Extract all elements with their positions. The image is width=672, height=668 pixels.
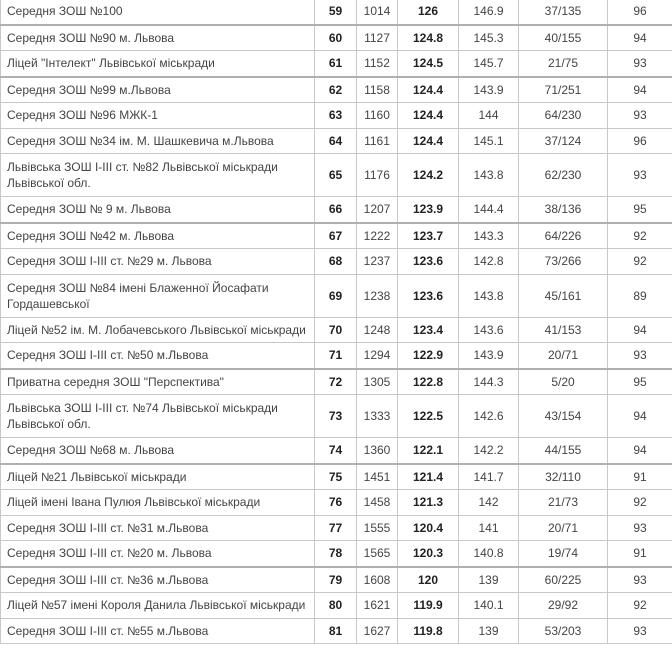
rank-cell: 66 xyxy=(315,197,357,223)
overall-rank-cell: 1621 xyxy=(357,593,398,619)
rank-cell: 75 xyxy=(315,464,357,490)
table-row xyxy=(1,317,672,343)
average-score-cell: 143.8 xyxy=(459,154,519,197)
percent-cell: 94 xyxy=(608,77,672,103)
ratio-cell: 19/74 xyxy=(519,541,608,567)
table-row xyxy=(1,343,672,369)
overall-rank-cell: 1238 xyxy=(357,274,398,317)
score-cell: 126 xyxy=(398,0,459,25)
overall-rank-cell: 1294 xyxy=(357,343,398,369)
score-cell: 120 xyxy=(398,567,459,593)
school-name-cell: Приватна середня ЗОШ "Перспектива" xyxy=(1,369,315,395)
average-score-cell: 141 xyxy=(459,515,519,541)
rank-cell: 67 xyxy=(315,223,357,249)
score-cell: 123.9 xyxy=(398,197,459,223)
percent-cell: 89 xyxy=(608,274,672,317)
percent-cell: 93 xyxy=(608,515,672,541)
percent-cell: 91 xyxy=(608,541,672,567)
percent-cell: 94 xyxy=(608,395,672,438)
school-name-cell: Середня ЗОШ №96 МЖК-1 xyxy=(1,103,315,129)
rank-cell: 68 xyxy=(315,249,357,275)
average-score-cell: 143.9 xyxy=(459,343,519,369)
table-row xyxy=(1,154,672,197)
overall-rank-cell: 1627 xyxy=(357,618,398,644)
school-name-cell: Середня ЗОШ № 9 м. Львова xyxy=(1,197,315,223)
ratio-cell: 41/153 xyxy=(519,317,608,343)
school-name-cell: Львівська ЗОШ І-ІІІ ст. №74 Львівської міськради Львівської обл. xyxy=(1,395,315,438)
overall-rank-cell: 1237 xyxy=(357,249,398,275)
table-body xyxy=(1,0,672,644)
ratio-cell: 21/73 xyxy=(519,490,608,516)
rank-cell: 61 xyxy=(315,51,357,77)
rank-cell: 81 xyxy=(315,618,357,644)
average-score-cell: 143.6 xyxy=(459,317,519,343)
overall-rank-cell: 1458 xyxy=(357,490,398,516)
school-name-cell: Середня ЗОШ І-ІІІ ст. №50 м.Львова xyxy=(1,343,315,369)
average-score-cell: 142.2 xyxy=(459,438,519,464)
rank-cell: 59 xyxy=(315,0,357,25)
overall-rank-cell: 1608 xyxy=(357,567,398,593)
percent-cell: 93 xyxy=(608,567,672,593)
overall-rank-cell: 1222 xyxy=(357,223,398,249)
school-name-cell: Львівська ЗОШ І-ІІІ ст. №82 Львівської міськради Львівської обл. xyxy=(1,154,315,197)
average-score-cell: 140.8 xyxy=(459,541,519,567)
ratio-cell: 29/92 xyxy=(519,593,608,619)
average-score-cell: 144.3 xyxy=(459,369,519,395)
percent-cell: 93 xyxy=(608,154,672,197)
rank-cell: 62 xyxy=(315,77,357,103)
score-cell: 119.9 xyxy=(398,593,459,619)
rank-cell: 64 xyxy=(315,128,357,154)
score-cell: 120.4 xyxy=(398,515,459,541)
rank-cell: 74 xyxy=(315,438,357,464)
score-cell: 123.6 xyxy=(398,274,459,317)
school-name-cell: Середня ЗОШ №84 імені Блаженної Йосафати Гордашевської xyxy=(1,274,315,317)
school-name-cell: Ліцей імені Івана Пулюя Львівської міськради xyxy=(1,490,315,516)
table-row xyxy=(1,618,672,644)
school-name-cell: Середня ЗОШ №68 м. Львова xyxy=(1,438,315,464)
overall-rank-cell: 1555 xyxy=(357,515,398,541)
ratio-cell: 43/154 xyxy=(519,395,608,438)
overall-rank-cell: 1158 xyxy=(357,77,398,103)
school-name-cell: Середня ЗОШ №99 м.Львова xyxy=(1,77,315,103)
average-score-cell: 143.8 xyxy=(459,274,519,317)
percent-cell: 93 xyxy=(608,103,672,129)
overall-rank-cell: 1160 xyxy=(357,103,398,129)
rank-cell: 77 xyxy=(315,515,357,541)
table-row xyxy=(1,197,672,223)
average-score-cell: 141.7 xyxy=(459,464,519,490)
overall-rank-cell: 1360 xyxy=(357,438,398,464)
rank-cell: 60 xyxy=(315,25,357,51)
overall-rank-cell: 1305 xyxy=(357,369,398,395)
rank-cell: 69 xyxy=(315,274,357,317)
score-cell: 123.7 xyxy=(398,223,459,249)
overall-rank-cell: 1565 xyxy=(357,541,398,567)
percent-cell: 93 xyxy=(608,51,672,77)
average-score-cell: 145.7 xyxy=(459,51,519,77)
rank-cell: 70 xyxy=(315,317,357,343)
school-name-cell: Середня ЗОШ І-ІІІ ст. №29 м. Львова xyxy=(1,249,315,275)
school-name-cell: Ліцей №57 імені Короля Данила Львівської міськради xyxy=(1,593,315,619)
overall-rank-cell: 1152 xyxy=(357,51,398,77)
average-score-cell: 145.3 xyxy=(459,25,519,51)
table-row xyxy=(1,593,672,619)
ratio-cell: 37/124 xyxy=(519,128,608,154)
rank-cell: 73 xyxy=(315,395,357,438)
ratio-cell: 32/110 xyxy=(519,464,608,490)
table-row xyxy=(1,515,672,541)
percent-cell: 92 xyxy=(608,223,672,249)
rank-cell: 72 xyxy=(315,369,357,395)
average-score-cell: 143.9 xyxy=(459,77,519,103)
rank-cell: 63 xyxy=(315,103,357,129)
table-row xyxy=(1,25,672,51)
average-score-cell: 143.3 xyxy=(459,223,519,249)
overall-rank-cell: 1333 xyxy=(357,395,398,438)
percent-cell: 95 xyxy=(608,369,672,395)
average-score-cell: 142.8 xyxy=(459,249,519,275)
ratio-cell: 38/136 xyxy=(519,197,608,223)
table-row xyxy=(1,395,672,438)
score-cell: 124.4 xyxy=(398,128,459,154)
table-row xyxy=(1,567,672,593)
ratio-cell: 73/266 xyxy=(519,249,608,275)
score-cell: 123.6 xyxy=(398,249,459,275)
school-name-cell: Середня ЗОШ І-ІІІ ст. №20 м. Львова xyxy=(1,541,315,567)
average-score-cell: 144.4 xyxy=(459,197,519,223)
ratio-cell: 20/71 xyxy=(519,343,608,369)
table-row xyxy=(1,103,672,129)
percent-cell: 95 xyxy=(608,197,672,223)
overall-rank-cell: 1161 xyxy=(357,128,398,154)
overall-rank-cell: 1207 xyxy=(357,197,398,223)
ratio-cell: 62/230 xyxy=(519,154,608,197)
score-cell: 119.8 xyxy=(398,618,459,644)
rank-cell: 65 xyxy=(315,154,357,197)
table-row xyxy=(1,223,672,249)
score-cell: 123.4 xyxy=(398,317,459,343)
percent-cell: 92 xyxy=(608,490,672,516)
ratio-cell: 5/20 xyxy=(519,369,608,395)
score-cell: 122.9 xyxy=(398,343,459,369)
ratio-cell: 21/75 xyxy=(519,51,608,77)
overall-rank-cell: 1014 xyxy=(357,0,398,25)
school-name-cell: Середня ЗОШ І-ІІІ ст. №55 м.Львова xyxy=(1,618,315,644)
rank-cell: 80 xyxy=(315,593,357,619)
table-row xyxy=(1,51,672,77)
ratio-cell: 71/251 xyxy=(519,77,608,103)
percent-cell: 96 xyxy=(608,128,672,154)
score-cell: 124.4 xyxy=(398,77,459,103)
score-cell: 121.4 xyxy=(398,464,459,490)
ratio-cell: 40/155 xyxy=(519,25,608,51)
school-name-cell: Середня ЗОШ І-ІІІ ст. №31 м.Львова xyxy=(1,515,315,541)
score-cell: 122.8 xyxy=(398,369,459,395)
overall-rank-cell: 1248 xyxy=(357,317,398,343)
average-score-cell: 142.6 xyxy=(459,395,519,438)
percent-cell: 93 xyxy=(608,618,672,644)
school-name-cell: Ліцей "Інтелект" Львівської міськради xyxy=(1,51,315,77)
rank-cell: 79 xyxy=(315,567,357,593)
percent-cell: 94 xyxy=(608,317,672,343)
school-name-cell: Середня ЗОШ №90 м. Львова xyxy=(1,25,315,51)
ratio-cell: 64/230 xyxy=(519,103,608,129)
average-score-cell: 142 xyxy=(459,490,519,516)
percent-cell: 93 xyxy=(608,343,672,369)
score-cell: 124.2 xyxy=(398,154,459,197)
ratio-cell: 53/203 xyxy=(519,618,608,644)
average-score-cell: 140.1 xyxy=(459,593,519,619)
score-cell: 122.5 xyxy=(398,395,459,438)
overall-rank-cell: 1176 xyxy=(357,154,398,197)
school-name-cell: Середня ЗОШ №42 м. Львова xyxy=(1,223,315,249)
score-cell: 124.8 xyxy=(398,25,459,51)
school-name-cell: Середня ЗОШ №100 xyxy=(1,0,315,25)
percent-cell: 92 xyxy=(608,249,672,275)
table-row xyxy=(1,438,672,464)
table-row xyxy=(1,0,672,25)
average-score-cell: 145.1 xyxy=(459,128,519,154)
score-cell: 122.1 xyxy=(398,438,459,464)
table-row xyxy=(1,464,672,490)
overall-rank-cell: 1127 xyxy=(357,25,398,51)
table-row xyxy=(1,369,672,395)
ratio-cell: 44/155 xyxy=(519,438,608,464)
percent-cell: 92 xyxy=(608,593,672,619)
rank-cell: 78 xyxy=(315,541,357,567)
overall-rank-cell: 1451 xyxy=(357,464,398,490)
table-row xyxy=(1,490,672,516)
score-cell: 124.4 xyxy=(398,103,459,129)
score-cell: 120.3 xyxy=(398,541,459,567)
table-row xyxy=(1,274,672,317)
table-row xyxy=(1,128,672,154)
ratio-cell: 45/161 xyxy=(519,274,608,317)
percent-cell: 94 xyxy=(608,25,672,51)
rank-cell: 76 xyxy=(315,490,357,516)
school-name-cell: Середня ЗОШ №34 ім. М. Шашкевича м.Львова xyxy=(1,128,315,154)
average-score-cell: 144 xyxy=(459,103,519,129)
score-cell: 121.3 xyxy=(398,490,459,516)
average-score-cell: 146.9 xyxy=(459,0,519,25)
table-row xyxy=(1,249,672,275)
school-name-cell: Середня ЗОШ І-ІІІ ст. №36 м.Львова xyxy=(1,567,315,593)
ratio-cell: 64/226 xyxy=(519,223,608,249)
school-name-cell: Ліцей №21 Львівської міськради xyxy=(1,464,315,490)
table-row xyxy=(1,541,672,567)
score-cell: 124.5 xyxy=(398,51,459,77)
average-score-cell: 139 xyxy=(459,618,519,644)
school-name-cell: Ліцей №52 ім. М. Лобачевського Львівської міськради xyxy=(1,317,315,343)
ratio-cell: 20/71 xyxy=(519,515,608,541)
ratio-cell: 37/135 xyxy=(519,0,608,25)
percent-cell: 91 xyxy=(608,464,672,490)
average-score-cell: 139 xyxy=(459,567,519,593)
percent-cell: 94 xyxy=(608,438,672,464)
percent-cell: 96 xyxy=(608,0,672,25)
ratio-cell: 60/225 xyxy=(519,567,608,593)
table-row xyxy=(1,77,672,103)
rank-cell: 71 xyxy=(315,343,357,369)
